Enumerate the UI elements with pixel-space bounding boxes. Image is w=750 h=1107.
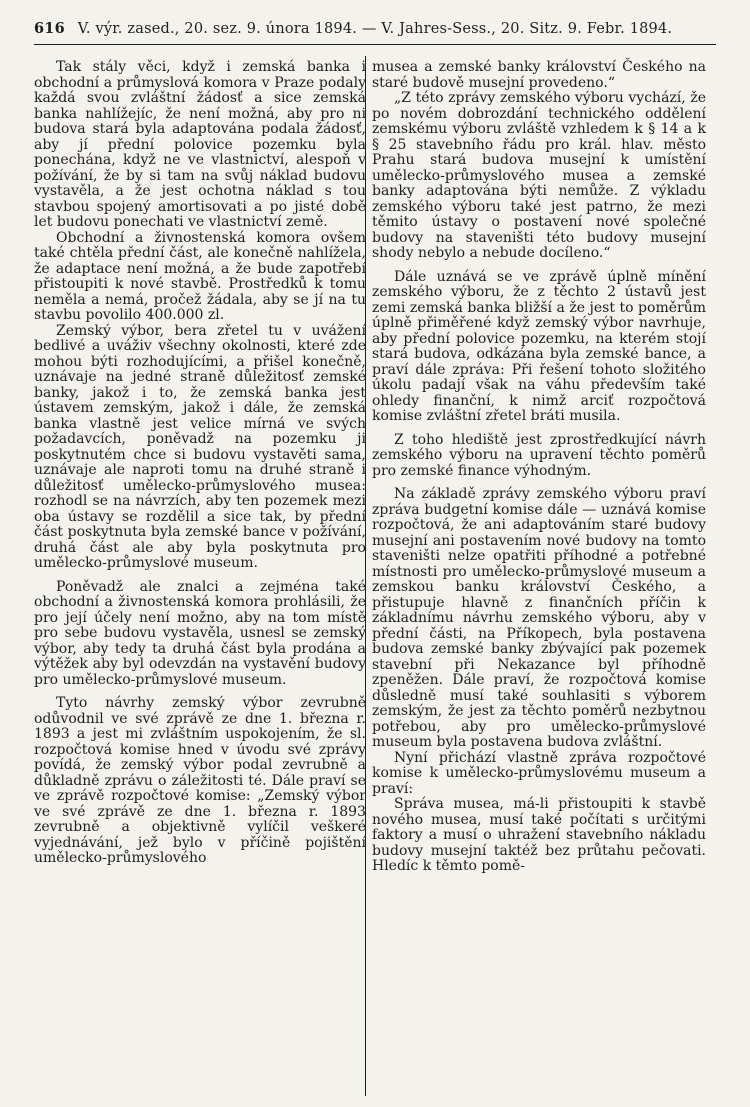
paragraph: Zemský výbor, bera zřetel tu v uvážení bedlivé a uváživ všechny okolnosti, které zde mohou býti rozhodujícími, a přišel konečně, uznávaje na jedné straně důležitosť zemské banky, jakož i to, že zemská banka jest ústavem zemským, jakož i dále, že zemská banka vlastně jest velice mírná ve svých požadavcích, poněvadž na pozemku ji poskytnutém chce si budovu vystavěti sama, uznávaje ale naproti tomu na druhé straně i důležitosť umělecko-průmyslového musea: rozhodl se na návrzích, aby ten pozemek mezi oba ústavy se rozdělil a sice tak, by přední část poskytnuta byla zemské bance v požívání, druhá část ale aby byla poskytnuta pro umělecko-průmyslové museum. xyxy=(34,322,366,571)
paragraph: „Z této zprávy zemského výboru vychází, že po novém dobrozdání technického oddělení zemskému výboru zvláště vzhledem k § 14 a k § 25 stavebního řádu pro král. hlav. město Prahu stará budova musejní k umístění umělecko-průmyslového musea a zemské banky adaptována býti nemůže. Z výkladu zemského výboru také jest patrno, že mezi těmito ústavy o postavení nové společné budovy na staveništi této budovy musejní shody nebylo a nebude docíleno.“ xyxy=(372,90,706,261)
right-column xyxy=(372,60,706,875)
paragraph: Nyní přichází vlastně zpráva rozpočtové komise k umělecko-průmyslovému museum a praví: xyxy=(372,749,706,797)
paragraph: Z toho hlediště jest zprostředkující návrh zemského výboru na upravení těchto poměrů pro zemské finance výhodným. xyxy=(372,431,706,479)
header-rule xyxy=(34,44,716,45)
paragraph: Tak stály věci, když i zemská banka i obchodní a průmyslová komora v Praze podaly každá svou zvláštní žádosť a sice zemská banka nahlížejíc, že není možná, aby pro ni budova stará byla adaptována podala žádosť, aby jí přední polovice pozemku byla ponechána, když ne ve vlastnictví, alespoň v požívání, že by si tam na svůj náklad budovu vystavěla, a že jest ochotna náklad s tou stavbou spojený amortisovati a po jisté době let budovu ponechati ve vlastnictví země. xyxy=(34,59,366,230)
paragraph: Na základě zprávy zemského výboru praví zpráva budgetní komise dále — uznává komise rozpočtová, že ani adaptováním staré budovy musejní ani postavením nové budovy na tomto staveništi nelze opatřiti příhodné a potřebné místnosti pro umělecko-průmyslové museum a zemskou banku království Českého, a přistupuje hlavně z finančních příčin k základnímu návrhu zemského výboru, aby v přední části, na Příkopech, byla postavena budova zemské banky zbývající pak pozemek stavební při Nekazance byl příhodně zpeněžen. Dále praví, že rozpočtová komise důsledně musí také souhlasiti s výborem zemským, že jest za těchto poměrů nezbytnou potřebou, aby pro umělecko-průmyslové museum byla postavena budova zvláštní. xyxy=(372,486,706,750)
left-column xyxy=(34,60,366,867)
paragraph: Dále uznává se ve zprávě úplně mínění zemského výboru, že z těchto 2 ústavů jest zemi zemská banka bližší a že jest to poměrům úplně přiměřené když zemský výbor navrhuje, aby přední polovice pozemku, na kterém stojí stará budova, odkázána byla zemské bance, a praví dále zpráva: Při řešení tohoto složitého úkolu padají však na váhu především také ohledy finanční, k nimž arciť rozpočtová komise zvláštní zřetel bráti musila. xyxy=(372,268,706,424)
paragraph: musea a zemské banky království Českého na staré budově musejní provedeno.“ xyxy=(372,59,706,91)
paragraph: Tyto návrhy zemský výbor zevrubně odůvodnil ve své zprávě ze dne 1. března r. 1893 a jest mi zvláštním uspokojením, že sl. rozpočtová komise hned v úvodu své zprávy povídá, že zemský výbor podal zevrubně a důkladně zprávu o záležitosti té. Dále praví se ve zprávě rozpočtové komise: „Zemský výbor ve své zprávě ze dne 1. března r. 1893 zevrubně a objektivně vylíčil veškeré vyjednávání, jež bylo v příčině pojištění umělecko-průmyslového xyxy=(34,695,366,866)
running-title: V. výr. zased., 20. sez. 9. února 1894. — V. Jahres-Sess., 20. Sitz. 9. Febr. 1894. xyxy=(77,21,673,37)
paragraph: Poněvadž ale znalci a zejména také obchodní a živnostenská komora prohlásili, že pro její účely není možno, aby na tom místě pro sebe budovu vystavěla, usnesl se zemský výbor, aby tedy ta druhá část byla prodána a výtěžek aby byl odevzdán na vystavění budovy pro umělecko-průmyslové museum. xyxy=(34,578,366,688)
page-header xyxy=(34,20,716,37)
paragraph: Správa musea, má-li přistoupiti k stavbě nového musea, musí také počítati s určitými faktory a musí o uhražení stavebního nákladu budovy musejní taktéž bez průtahu pečovati. Hledíc k těmto pomě- xyxy=(372,796,706,874)
page-number: 616 xyxy=(34,20,65,37)
paragraph: Obchodní a živnostenská komora ovšem také chtěla přední část, ale konečně nahlížela, že adaptace není možná, a že bude zapotřebí přistoupiti k nové stavbě. Prostředků k tomu neměla a nemá, pročež žádala, aby se jí na tu stavbu povolilo 400.000 zl. xyxy=(34,229,366,323)
